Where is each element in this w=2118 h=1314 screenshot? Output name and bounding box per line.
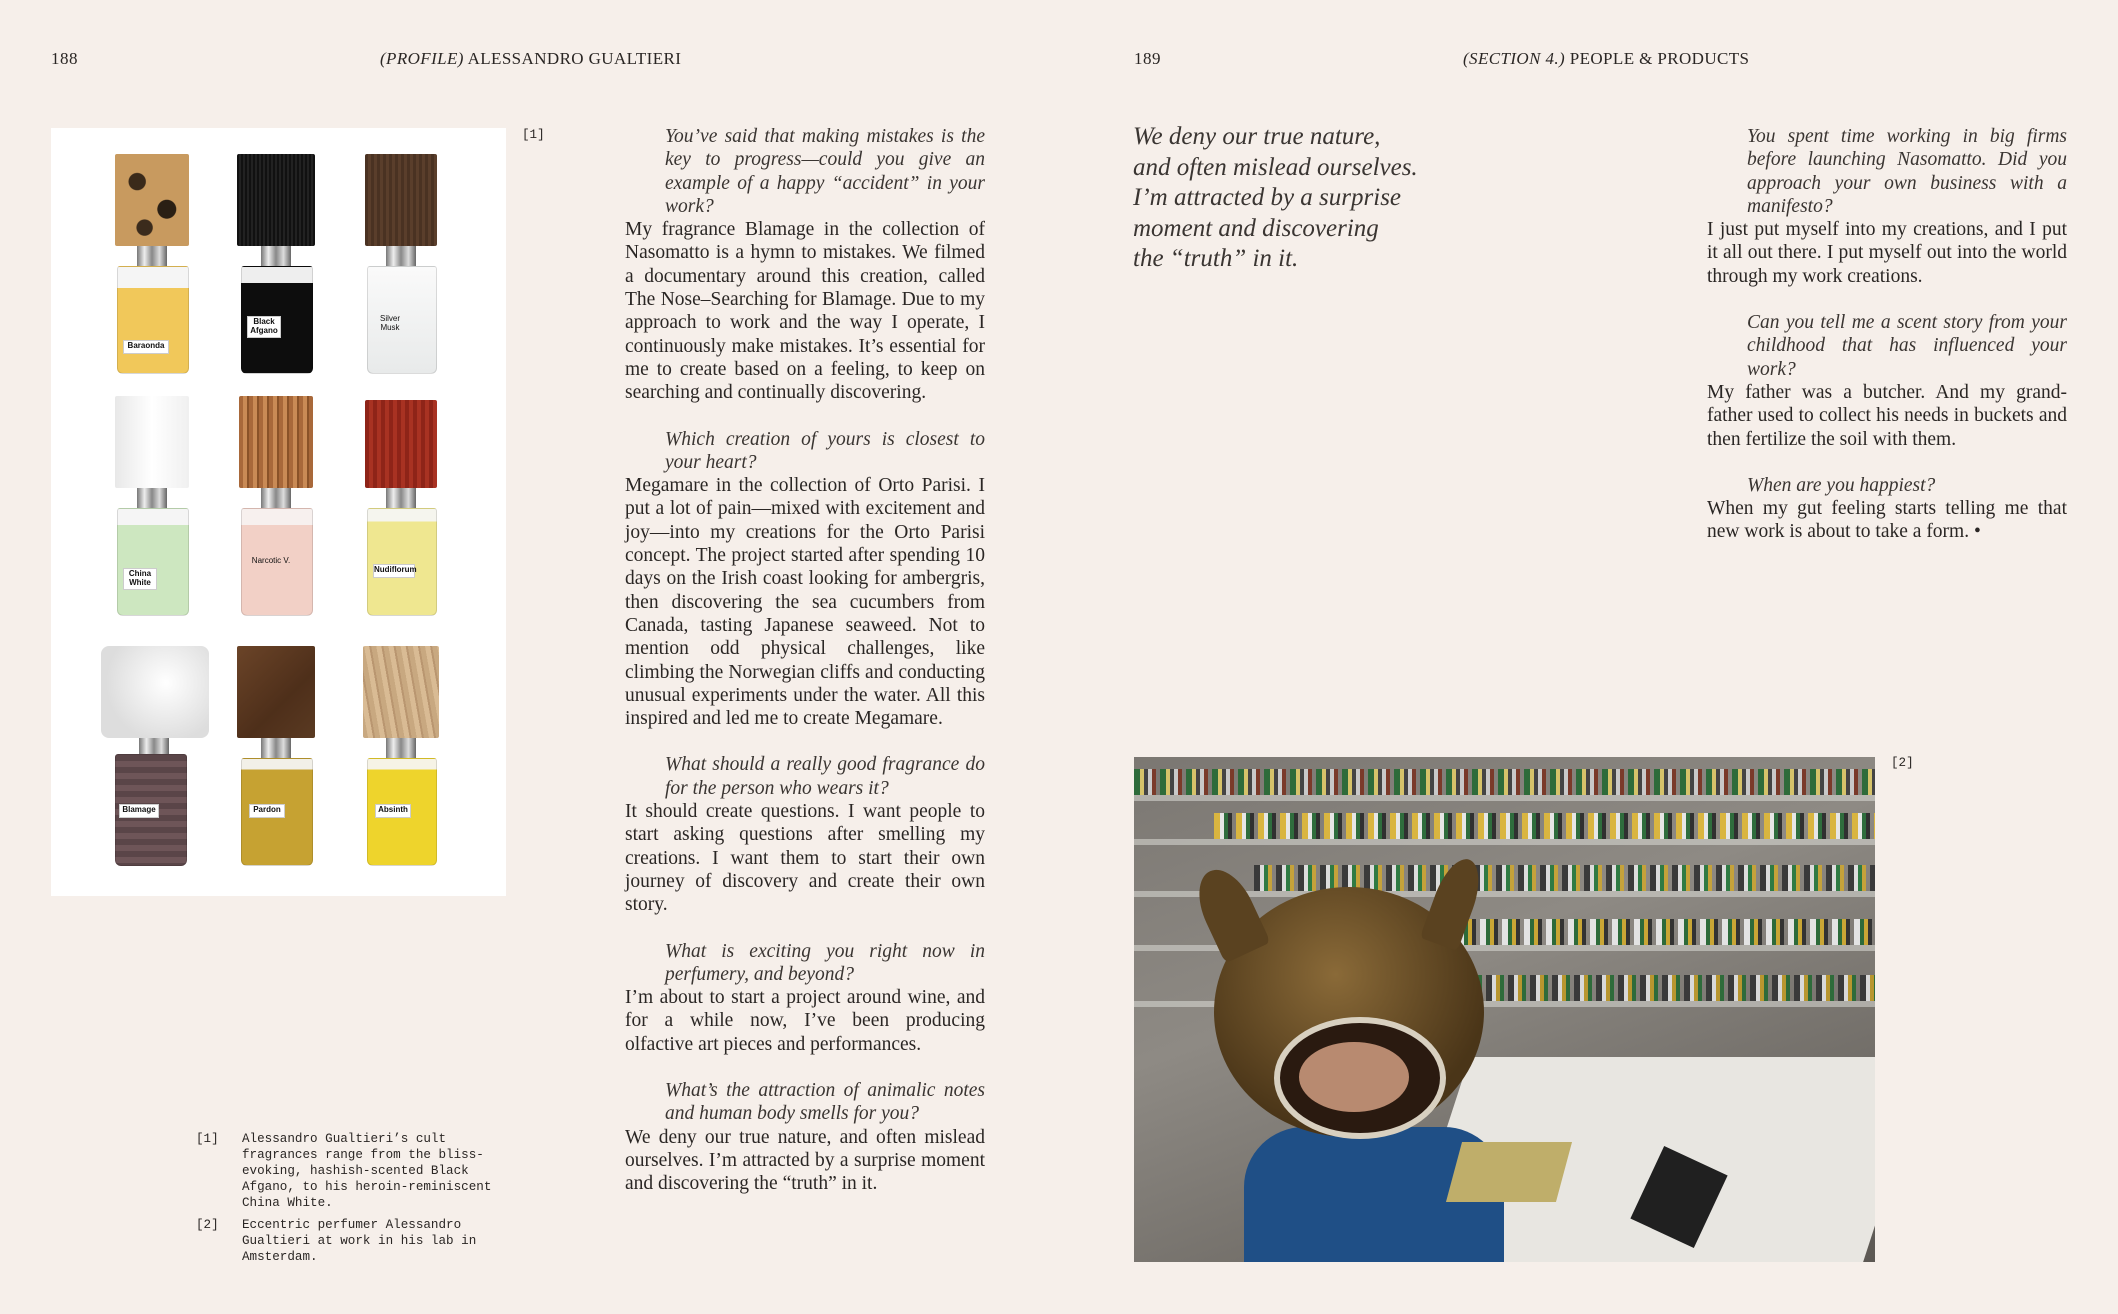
bottle-label: Blamage [119, 804, 159, 818]
interview-answer: My father was a butcher. And my grand-father used to collect his needs in buckets and then fertilize the soil with them. [1707, 381, 2067, 450]
interview-answer: It should create questions. I want people to start asking questions after smelling my creations. I want them to start their own journey of discovery and create their own story. [625, 801, 985, 916]
caption-number: [2] [196, 1218, 219, 1232]
interview-question: What’s the attraction of animalic notes and human body smells for you? [665, 1079, 985, 1125]
interview-question: You’ve said that making mistakes is the key to progress—could you give an example of a happy “accident” in your work? [665, 126, 985, 217]
bottle-china-white [113, 396, 191, 616]
bottle-label: Narcotic V. [251, 556, 291, 565]
left-running-head [380, 49, 681, 69]
interview-question: When are you happiest? [1747, 474, 1936, 496]
right-running-head [1463, 49, 1749, 69]
caption-number: [1] [196, 1132, 219, 1146]
perfumer-lab-photo [1134, 757, 1875, 1262]
running-head-section: (SECTION 4.) [1463, 49, 1566, 68]
interview-answer: I’m about to start a project around wine, and for a while now, I’ve been producing olfactive art pieces and performances. [625, 987, 985, 1055]
interview-answer: I just put myself into my creations, and I put it all out there. I put myself out into the world through my work creations. [1707, 219, 2067, 287]
caption-1 [196, 1131, 496, 1211]
bottle-pardon [237, 646, 315, 866]
left-page-number: 188 [51, 49, 78, 68]
interview-question: What should a really good fragrance do for the person who wears it? [665, 754, 985, 799]
pull-quote-line: I’m attracted by a surprise [1133, 184, 1402, 211]
right-interview-column [1707, 125, 2067, 567]
pull-quote-line: and often mislead ourselves. [1133, 153, 1418, 181]
interview-answer: My fragrance Blamage in the collection of Nasomatto is a hymn to mistakes. We filmed a documentary around this creation, called The Nose–Searching for Blamage. Due to my approach to work and the way I operate, I continuously make mistakes. It’s essential for me to create based on a feeling, to keep on searching and continually discovering. [625, 219, 985, 404]
bottle-label: Absinth [375, 804, 411, 818]
figure-marker-2: [2] [1891, 756, 1914, 770]
caption-2 [196, 1217, 496, 1265]
bottle-blamage [101, 646, 211, 866]
interview-question: Can you tell me a scent story from your childhood that has influenced your work? [1747, 312, 2067, 380]
running-head-title: ALESSANDRO GUALTIERI [467, 49, 682, 68]
bottle-baraonda [113, 154, 191, 374]
interview-question: What is exciting you right now in perfumery, and beyond? [665, 940, 985, 985]
caption-text: Alessandro Gualtieri’s cult fragrances range from the bliss-evoking, hashish-scented Black Afgano, to his heroin-reminiscent China White. [242, 1132, 492, 1210]
bottle-label: China White [123, 568, 157, 590]
bottle-absinth [363, 646, 439, 866]
bottle-silver-musk [363, 154, 439, 374]
bottle-label: Nudiflorum [373, 564, 415, 578]
bottle-black-afgano [237, 154, 315, 374]
perfume-bottles-image [51, 128, 506, 896]
bottle-label: Baraonda [123, 340, 169, 354]
bottle-label: Pardon [249, 804, 285, 818]
caption-text: Eccentric perfumer Alessandro Gualtieri at work in his lab in Amsterdam. [242, 1218, 477, 1264]
interview-answer: Megamare in the collection of Orto Parisi. I put a lot of pain—mixed with excitement and joy—into my creations for the Orto Parisi concept. The project started after spending 10 days on the Irish coast looking for ambergris, then discovering the sea cucumbers from Canada, tasting Japanese seaweed. Not to mention odd physical challenges, like climbing the Norwegian cliffs and conducting unusual experiments under the water. All this inspired and led me to create Megamare. [625, 475, 985, 730]
interview-answer: When my gut feeling starts telling me that new work is about to take a form. • [1707, 498, 2067, 543]
pull-quote-line: the “truth” in it. [1133, 245, 1299, 272]
pull-quote [1133, 122, 1473, 275]
captions [196, 1131, 496, 1265]
right-page-number: 189 [1134, 49, 1161, 68]
pull-quote-line: moment and discovering [1133, 214, 1379, 242]
figure-marker-1: [1] [522, 128, 545, 142]
bottle-label: Silver Musk [379, 314, 400, 332]
running-head-section: (PROFILE) [380, 49, 464, 68]
left-interview-column [625, 125, 985, 1218]
interview-question: Which creation of yours is closest to your heart? [665, 428, 985, 473]
interview-question: You spent time working in big firms before launching Nasomatto. Did you approach your own business with a manifesto? [1747, 126, 2067, 217]
interview-answer: We deny our true nature, and often mislead ourselves. I’m attracted by a surprise moment and discovering the “truth” in it. [625, 1126, 985, 1195]
bottle-narcotic-v [237, 396, 315, 616]
bottle-nudiflorum [363, 400, 439, 620]
pull-quote-line: We deny our true nature, [1133, 123, 1381, 150]
running-head-title: PEOPLE & PRODUCTS [1569, 49, 1750, 68]
bottle-label: Black Afgano [247, 316, 281, 338]
